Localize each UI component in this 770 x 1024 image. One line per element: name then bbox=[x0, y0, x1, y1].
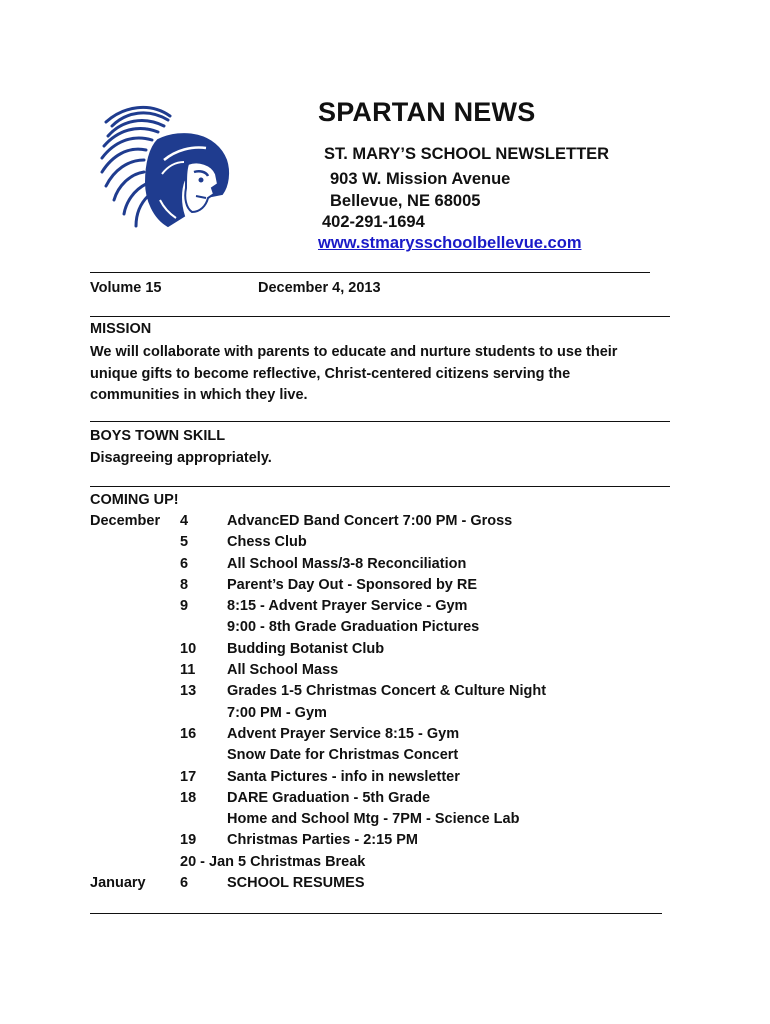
event-description: All School Mass bbox=[227, 662, 339, 679]
mission-statement bbox=[90, 342, 617, 407]
boys-town-skill: Disagreeing appropriately. bbox=[90, 450, 272, 466]
volume-label: Volume 15 bbox=[90, 280, 162, 296]
event-description: SCHOOL RESUMES bbox=[227, 875, 365, 892]
event-description: AdvancED Band Concert 7:00 PM - Gross bbox=[227, 513, 513, 529]
event-description: Parent’s Day Out - Sponsored by RE bbox=[227, 576, 478, 593]
event-description: Grades 1-5 Christmas Concert & Culture Night bbox=[227, 683, 547, 700]
event-day: 4 bbox=[180, 513, 189, 529]
event-description: 8:15 - Advent Prayer Service - Gym bbox=[227, 598, 468, 615]
event-day: 11 bbox=[180, 662, 196, 679]
event-description: Santa Pictures - info in newsletter bbox=[227, 768, 460, 785]
event-day: 8 bbox=[180, 576, 189, 593]
event-description: DARE Graduation - 5th Grade bbox=[227, 789, 431, 806]
event-day: 9 bbox=[180, 598, 189, 615]
event-description: Christmas Parties - 2:15 PM bbox=[227, 832, 418, 849]
event-day: 16 bbox=[180, 725, 197, 742]
event-month: January bbox=[90, 875, 146, 892]
divider bbox=[90, 272, 650, 273]
mission-line: unique gifts to become reflective, Christ-centered citizens serving the bbox=[90, 365, 571, 382]
event-day: 10 bbox=[180, 640, 197, 657]
event-day: 6 bbox=[180, 555, 189, 572]
event-date-range: 20 - Jan 5 Christmas Break bbox=[180, 853, 366, 870]
boys-town-heading: BOYS TOWN SKILL bbox=[90, 428, 226, 444]
mission-line: communities in which they live. bbox=[90, 387, 308, 403]
school-name: ST. MARY’S SCHOOL NEWSLETTER bbox=[324, 145, 610, 163]
event-day: 17 bbox=[180, 768, 197, 785]
event-day: 6 bbox=[180, 875, 189, 892]
event-day: 18 bbox=[180, 789, 197, 806]
newsletter-title: SPARTAN NEWS bbox=[318, 97, 536, 127]
event-description: Chess Club bbox=[227, 534, 307, 551]
event-description: 7:00 PM - Gym bbox=[227, 704, 327, 721]
event-description: 9:00 - 8th Grade Graduation Pictures bbox=[227, 619, 480, 636]
event-description: Home and School Mtg - 7PM - Science Lab bbox=[227, 811, 520, 828]
event-description: Snow Date for Christmas Concert bbox=[227, 747, 459, 764]
phone-number: 402-291-1694 bbox=[322, 213, 425, 231]
issue-date: December 4, 2013 bbox=[258, 280, 381, 296]
spartan-helmet-icon bbox=[88, 100, 238, 245]
divider bbox=[90, 316, 670, 317]
event-description: All School Mass/3-8 Reconciliation bbox=[227, 555, 467, 572]
event-description: Budding Botanist Club bbox=[227, 640, 385, 657]
event-day: 13 bbox=[180, 683, 197, 700]
event-day: 19 bbox=[180, 832, 197, 849]
mission-heading: MISSION bbox=[90, 321, 152, 337]
event-day: 5 bbox=[180, 534, 189, 551]
divider bbox=[90, 421, 670, 422]
event-month: December bbox=[90, 513, 161, 529]
divider bbox=[90, 913, 662, 914]
mission-line: We will collaborate with parents to educate and nurture students to use their bbox=[90, 344, 618, 360]
street-address: 903 W. Mission Avenue bbox=[330, 170, 511, 188]
divider bbox=[90, 486, 670, 487]
coming-up-heading: COMING UP! bbox=[90, 492, 179, 508]
city-address: Bellevue, NE 68005 bbox=[330, 192, 481, 210]
website-link[interactable]: www.stmarysschoolbellevue.com bbox=[318, 234, 582, 252]
event-description: Advent Prayer Service 8:15 - Gym bbox=[227, 725, 460, 742]
